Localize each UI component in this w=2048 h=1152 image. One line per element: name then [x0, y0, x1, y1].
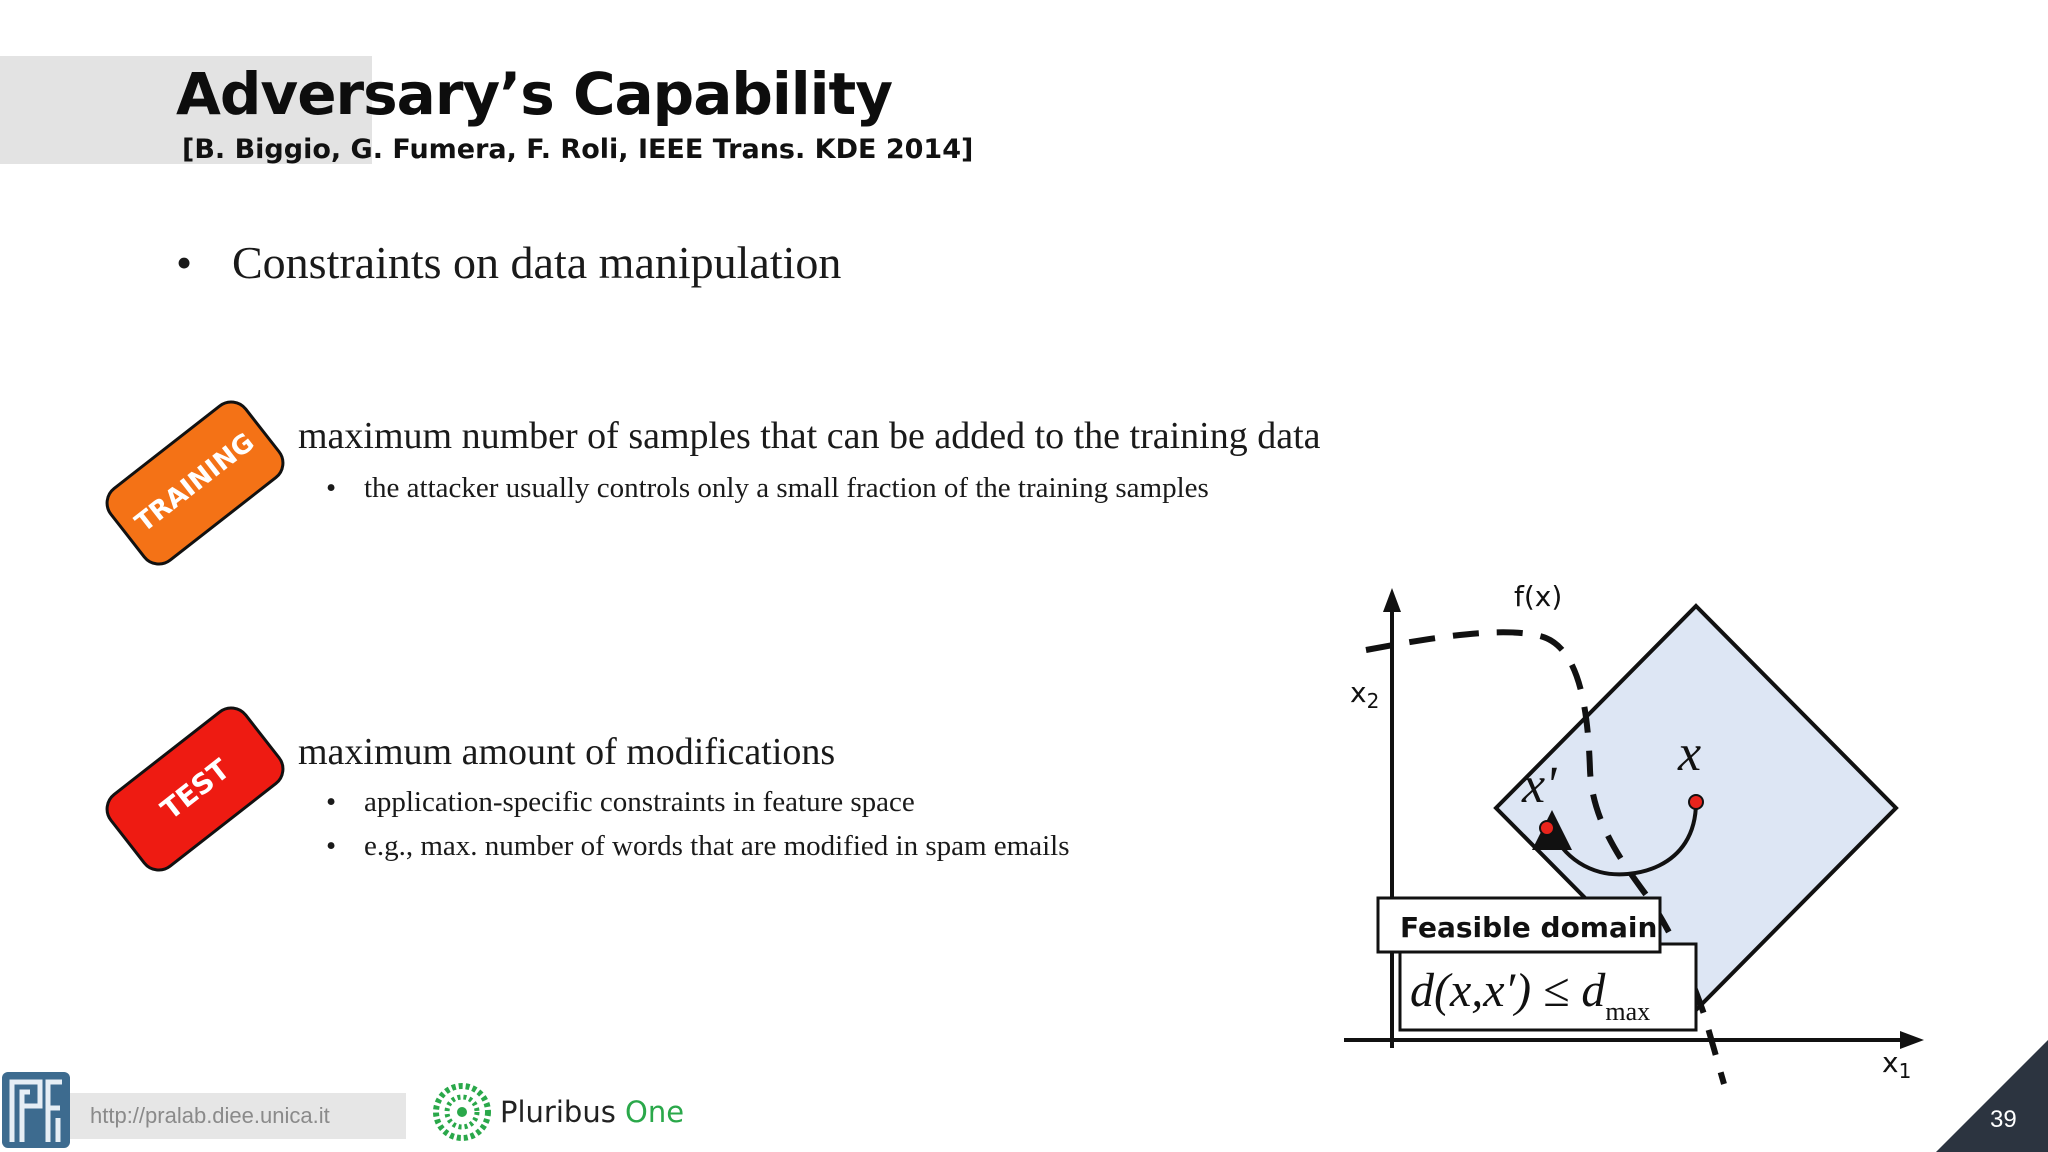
bullet-dot: • [176, 237, 193, 288]
pralab-logo-icon [0, 1068, 74, 1152]
training-badge [98, 392, 293, 573]
page-number: 39 [1990, 1106, 2017, 1133]
bullet-dot: • [326, 830, 337, 862]
pluribus-one-logo [432, 1082, 684, 1142]
training-heading: maximum number of samples that can be added to the training data [298, 415, 1321, 457]
feasible-domain-label: Feasible domain [1400, 911, 1658, 944]
x2-axis-arrow-icon [1383, 588, 1401, 612]
pluribus-logo-icon [432, 1082, 492, 1142]
feasible-domain-diagram [1320, 570, 1940, 1090]
point-x-prime [1540, 821, 1554, 835]
x-prime-label: x' [1522, 757, 1557, 814]
test-item-text: application-specific constraints in feature space [364, 786, 915, 818]
fx-label: f(x) [1514, 580, 1563, 613]
x-label: x [1678, 725, 1702, 782]
pluribus-brand-text: Pluribus One [500, 1095, 685, 1129]
bullet-dot: • [326, 786, 337, 818]
test-heading: maximum amount of modifications [298, 731, 836, 773]
page-corner-triangle [1936, 1040, 2048, 1152]
x1-axis-arrow-icon [1900, 1031, 1924, 1049]
main-bullet-text: Constraints on data manipulation [232, 237, 842, 288]
slide-title: Adversary’s Capability [176, 60, 893, 128]
test-badge-label: TEST [154, 752, 236, 826]
slide-citation: [B. Biggio, G. Fumera, F. Roli, IEEE Trans. KDE 2014] [182, 134, 974, 165]
test-badge [98, 698, 293, 879]
footer-url-text[interactable]: http://pralab.diee.unica.it [90, 1103, 330, 1128]
bullet-dot: • [326, 472, 337, 504]
point-x [1689, 795, 1703, 809]
training-item-text: the attacker usually controls only a small fraction of the training samples [364, 472, 1209, 504]
distance-constraint-formula: $d(x,x') \le d_{max}$ [1410, 964, 1651, 1026]
test-item-text: e.g., max. number of words that are modified in spam emails [364, 830, 1070, 862]
training-badge-label: TRAINING [129, 427, 261, 539]
x1-label: $x_1$ [1882, 1046, 1912, 1083]
footer-url[interactable] [70, 1093, 406, 1139]
x2-label: $x_2$ [1350, 676, 1380, 713]
